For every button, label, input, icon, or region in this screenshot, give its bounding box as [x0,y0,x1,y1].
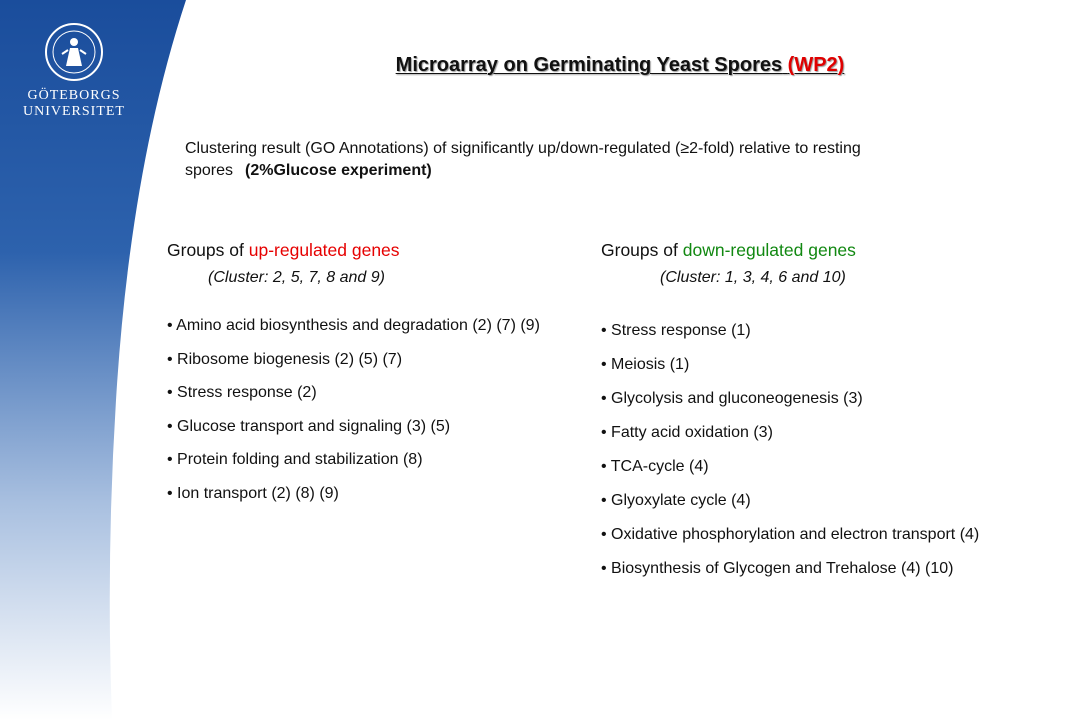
list-item: • Stress response (1) [601,322,751,339]
list-item: • Ribosome biogenesis (2) (5) (7) [167,350,403,368]
list-item: • Meiosis (1) [601,356,690,373]
wordmark-line-2: UNIVERSITET [23,104,125,119]
up-heading [167,237,547,263]
list-item: • Glycolysis and gluconeogenesis (3) [601,390,863,407]
university-seal-icon [44,22,104,82]
down-cluster-list: (Cluster: 1, 3, 4, 6 and 10) [660,269,846,286]
slide-subtitle [185,138,1005,182]
up-heading-accent: up-regulated genes [248,240,400,260]
list-item: • Amino acid biosynthesis and degradation (2) (7) (9) [167,317,540,334]
list-item: • TCA-cycle (4) [601,458,709,475]
list-item: • Ion transport (2) (8) (9) [167,484,339,502]
title-tag: (WP2) [787,54,845,76]
up-items-list [167,315,547,505]
down-heading-prefix: Groups of [601,240,678,260]
university-wordmark [22,88,126,120]
up-regulated-column [167,237,547,516]
list-item: • Glyoxylate cycle (4) [601,492,751,509]
down-heading [601,237,991,263]
up-cluster-list: (Cluster: 2, 5, 7, 8 and 9) [208,269,385,286]
down-items-list [601,320,991,580]
title-main: Microarray on Germinating Yeast Spores [395,54,783,76]
list-item: • Oxidative phosphorylation and electron transport (4) [601,526,980,543]
list-item: • Glucose transport and signaling (3) (5) [167,417,451,435]
slide-title [230,54,1010,77]
list-item: • Fatty acid oxidation (3) [601,424,773,441]
up-heading-prefix: Groups of [167,240,244,260]
subtitle-bold: (2%Glucose experiment) [245,162,432,179]
down-regulated-column [601,237,991,592]
university-logo [22,22,126,120]
list-item: • Stress response (2) [167,384,317,401]
wordmark-line-1: GÖTEBORGS [27,88,121,103]
list-item: • Biosynthesis of Glycogen and Trehalose (4) (10) [601,560,954,577]
subtitle-text: Clustering result (GO Annotations) of significantly up/down-regulated (≥2-fold) relative to resting spores [185,140,861,179]
down-heading-accent: down-regulated genes [682,240,856,260]
list-item: • Protein folding and stabilization (8) [167,451,423,468]
